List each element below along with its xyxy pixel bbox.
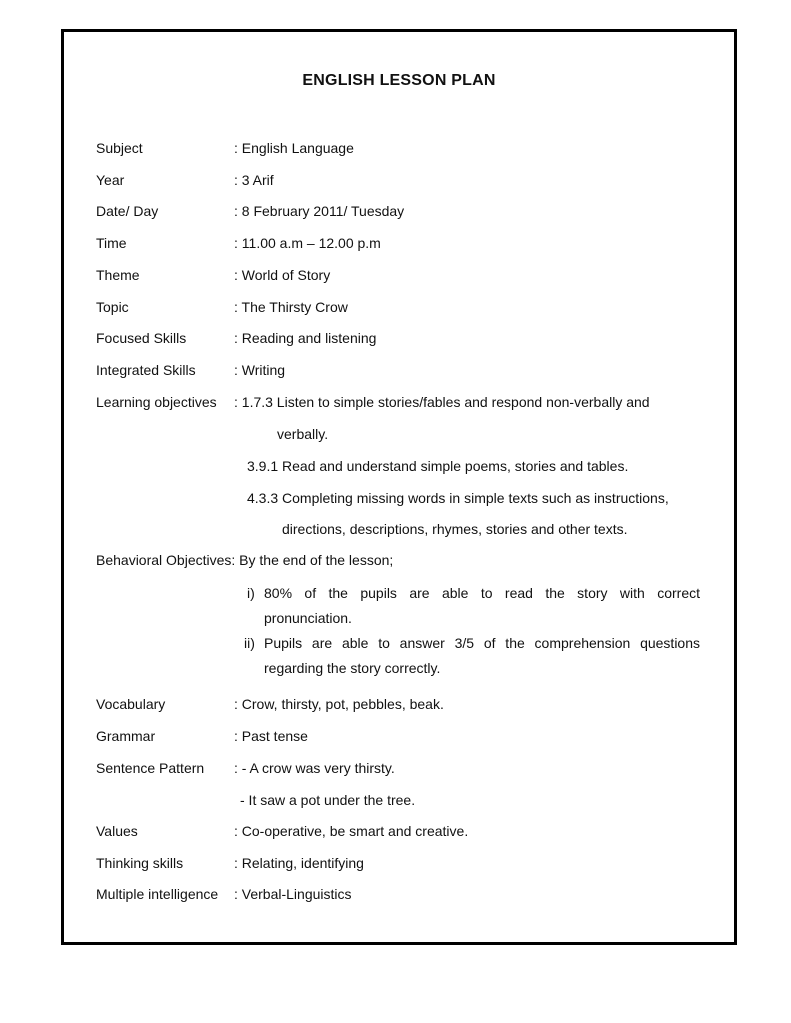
value-values: : Co-operative, be smart and creative. [234, 823, 469, 839]
value-time: : 11.00 a.m – 12.00 p.m [234, 235, 381, 251]
value-focused-skills: : Reading and listening [234, 330, 377, 346]
behavioral-1-line2: pronunciation. [264, 610, 352, 626]
behavioral-1-marker: i) [247, 585, 255, 601]
label-subject: Subject [96, 140, 143, 156]
behavioral-1-line1: 80% of the pupils are able to read the story with correct [264, 585, 700, 601]
label-values: Values [96, 823, 138, 839]
behavioral-2-line2: regarding the story correctly. [264, 660, 441, 676]
label-sentence-pattern: Sentence Pattern [96, 760, 205, 776]
label-focused-skills: Focused Skills [96, 330, 187, 346]
value-grammar: : Past tense [234, 728, 308, 744]
document-frame [61, 29, 737, 945]
label-theme: Theme [96, 267, 140, 283]
behavioral-2-line1: Pupils are able to answer 3/5 of the comprehension questions [264, 635, 700, 651]
value-year: : 3 Arif [234, 172, 274, 188]
value-theme: : World of Story [234, 267, 331, 283]
label-behavioral-objectives: Behavioral Objectives: By the end of the lesson; [96, 552, 394, 568]
value-sentence-pattern-2: - It saw a pot under the tree. [240, 792, 416, 808]
label-multiple-intelligence: Multiple intelligence [96, 886, 219, 902]
label-topic: Topic [96, 299, 129, 315]
objective-2: 3.9.1 Read and understand simple poems, stories and tables. [247, 458, 629, 474]
value-multiple-intelligence: : Verbal-Linguistics [234, 886, 352, 902]
value-sentence-pattern-1: : - A crow was very thirsty. [234, 760, 395, 776]
label-integrated-skills: Integrated Skills [96, 362, 196, 378]
value-subject: : English Language [234, 140, 354, 156]
behavioral-2-marker: ii) [244, 635, 255, 651]
value-topic: : The Thirsty Crow [234, 299, 348, 315]
objective-1-line2: verbally. [277, 426, 329, 442]
label-year: Year [96, 172, 125, 188]
objective-1-line1: : 1.7.3 Listen to simple stories/fables and respond non-verbally and [234, 394, 650, 410]
label-thinking-skills: Thinking skills [96, 855, 184, 871]
objective-3-line2: directions, descriptions, rhymes, stories and other texts. [282, 521, 628, 537]
value-date-day: : 8 February 2011/ Tuesday [234, 203, 405, 219]
label-grammar: Grammar [96, 728, 156, 744]
label-time: Time [96, 235, 127, 251]
label-date-day: Date/ Day [96, 203, 159, 219]
value-integrated-skills: : Writing [234, 362, 286, 378]
page-title: ENGLISH LESSON PLAN [302, 72, 496, 89]
value-vocabulary: : Crow, thirsty, pot, pebbles, beak. [234, 696, 444, 712]
label-vocabulary: Vocabulary [96, 696, 166, 712]
value-thinking-skills: : Relating, identifying [234, 855, 364, 871]
label-learning-objectives: Learning objectives [96, 394, 217, 410]
objective-3-line1: 4.3.3 Completing missing words in simple texts such as instructions, [247, 490, 669, 506]
